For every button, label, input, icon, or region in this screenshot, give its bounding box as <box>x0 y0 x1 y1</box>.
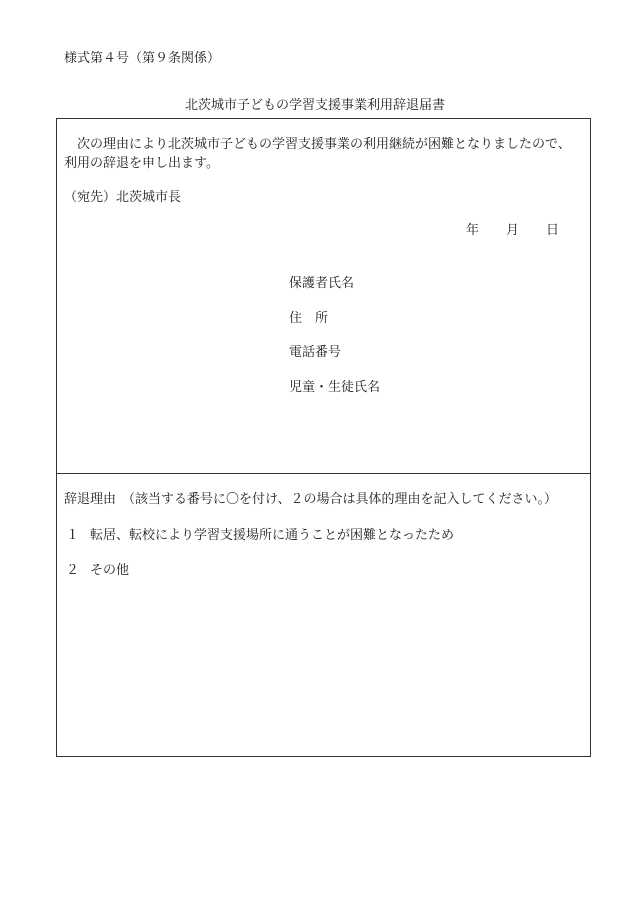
withdrawal-reason-heading: 辞退理由 <box>64 492 117 507</box>
reason-option-1-text: 転居、転校により学習支援場所に通うことが困難となったため <box>90 528 455 543</box>
reason-option-2-text: その他 <box>90 563 130 578</box>
reason-option-1-number: １ <box>66 528 80 543</box>
reason-option-2-number: ２ <box>66 563 80 578</box>
guardian-name-label: 保護者氏名 <box>289 276 355 291</box>
date-day-label: 日 <box>546 223 560 238</box>
date-year-label: 年 <box>466 223 480 238</box>
withdrawal-reason-note: （該当する番号に〇を付け、２の場合は具体的理由を記入してください。） <box>122 492 557 507</box>
section-divider <box>56 473 591 474</box>
address-label: 住 所 <box>289 311 329 326</box>
student-name-label: 児童・生徒氏名 <box>289 380 381 395</box>
addressee: （宛先）北茨城市長 <box>64 190 182 205</box>
form-number: 様式第４号（第９条関係） <box>64 51 221 66</box>
phone-label: 電話番号 <box>289 345 342 360</box>
date-month-label: 月 <box>506 223 520 238</box>
intro-line-2: 利用の辞退を申し出ます。 <box>64 156 219 171</box>
intro-line-1: 次の理由により北茨城市子どもの学習支援事業の利用継続が困難となりましたので、 <box>77 137 571 152</box>
document-title: 北茨城市子どもの学習支援事業利用辞退届書 <box>184 98 445 113</box>
form-frame <box>56 118 591 757</box>
